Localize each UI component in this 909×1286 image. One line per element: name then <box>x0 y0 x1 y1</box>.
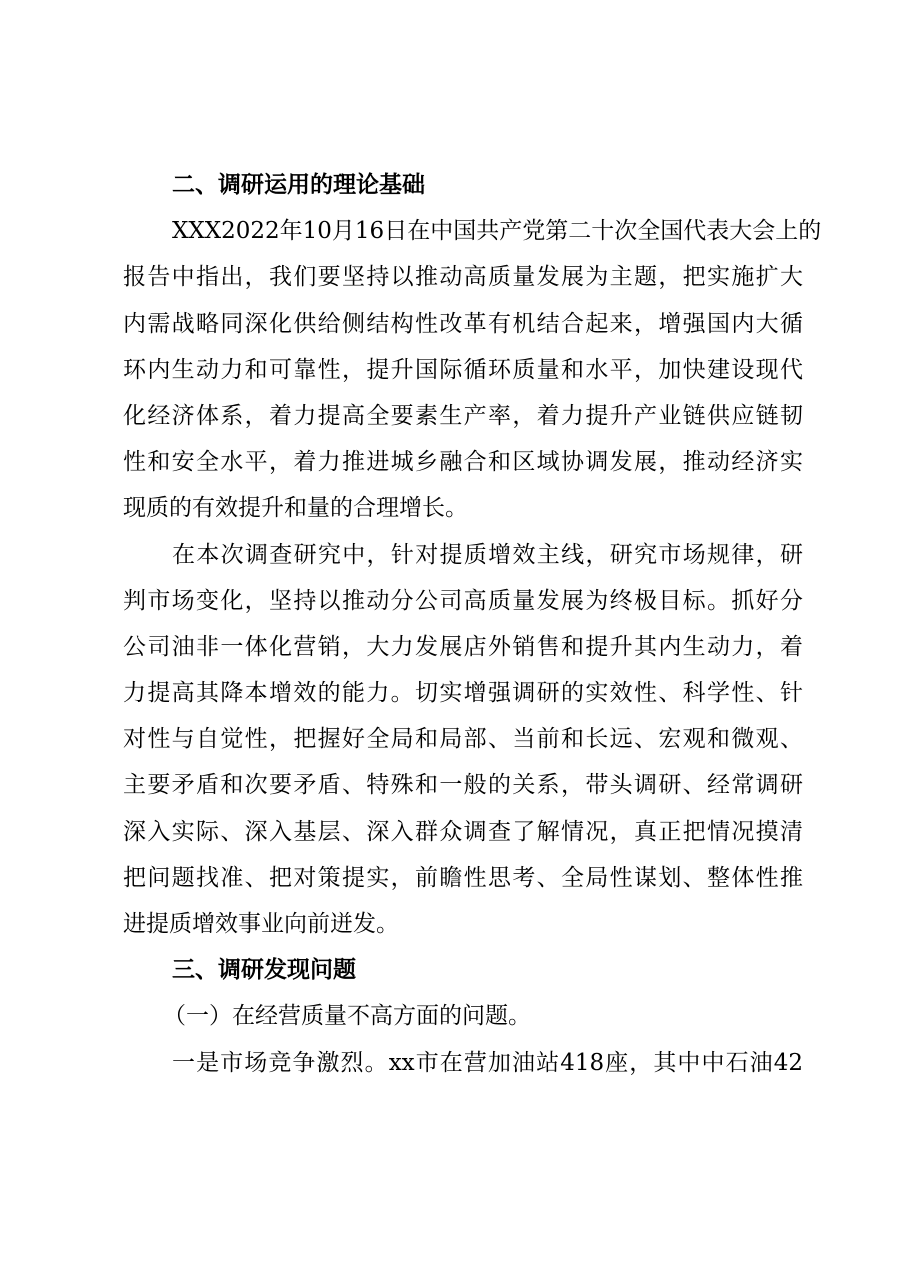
subsection-heading-quality: （一）在经营质量不高方面的问题。 <box>163 1003 531 1030</box>
paragraph-line: 一是市场竞争激烈。xx市在营加油站418座，其中中石油42 <box>172 1049 803 1076</box>
section-heading-theory: 二、调研运用的理论基础 <box>172 172 425 198</box>
paragraph-research-approach <box>123 532 803 948</box>
paragraph-line: 性和安全水平，着力推进城乡融合和区域协调发展，推动经济实 <box>123 449 803 476</box>
paragraph-line: 内需战略同深化供给侧结构性改革有机结合起来，增强国内大循 <box>123 310 803 337</box>
paragraph-line: 在本次调查研究中，针对提质增效主线，研究市场规律，研 <box>172 541 803 568</box>
paragraph-line: 现质的有效提升和量的合理增长。 <box>123 495 468 522</box>
paragraph-market-competition <box>123 1040 803 1086</box>
paragraph-line: 报告中指出，我们要坚持以推动高质量发展为主题，把实施扩大 <box>123 264 803 291</box>
paragraph-line: 公司油非一体化营销，大力发展店外销售和提升其内生动力，着 <box>123 633 803 660</box>
paragraph-line: 对性与自觉性，把握好全局和局部、当前和长远、宏观和微观、 <box>123 726 803 753</box>
paragraph-line: 力提高其降本增效的能力。切实增强调研的实效性、科学性、针 <box>123 680 803 707</box>
document-body <box>123 162 822 1086</box>
paragraph-line: 进提质增效事业向前迸发。 <box>123 911 399 937</box>
paragraph-line: 把问题找准、把对策提实，前瞻性思考、全局性谋划、整体性推 <box>123 864 803 891</box>
paragraph-line: 判市场变化，坚持以推动分公司高质量发展为终极目标。抓好分 <box>123 587 803 614</box>
section-heading-problems: 三、调研发现问题 <box>172 957 356 984</box>
paragraph-line: 化经济体系，着力提高全要素生产率，着力提升产业链供应链韧 <box>123 402 803 429</box>
paragraph-line: 环内生动力和可靠性，提升国际循环质量和水平，加快建设现代 <box>123 356 803 383</box>
paragraph-line: XXX2022年10月16日在中国共产党第二十次全国代表大会上的 <box>172 218 822 245</box>
paragraph-line: 深入实际、深入基层、深入群众调查了解情况，真正把情况摸清 <box>123 818 803 845</box>
paragraph-line: 主要矛盾和次要矛盾、特殊和一般的关系，带头调研、经常调研 <box>123 772 803 799</box>
paragraph-report-quote <box>123 208 822 531</box>
